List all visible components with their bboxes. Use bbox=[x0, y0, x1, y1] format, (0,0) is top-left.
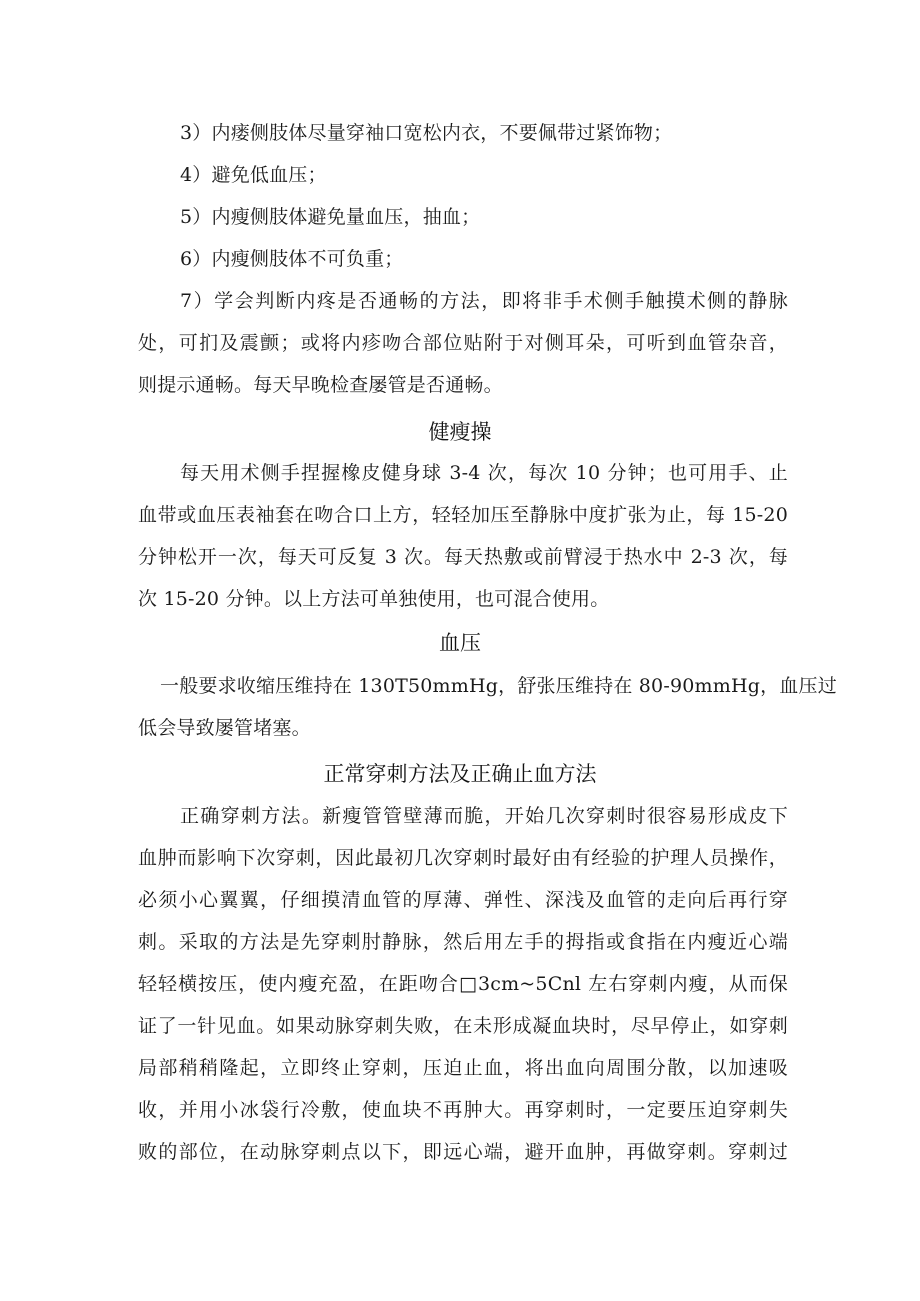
heading-exercise: 健瘦操 bbox=[428, 420, 492, 444]
puncture-line-6: 证了一针见血。如果动脉穿刺失败，在未形成凝血块时，尽早停止，如穿刺 bbox=[138, 1015, 788, 1037]
puncture-line-1: 正确穿刺方法。新瘦管管壁薄而脆，开始几次穿刺时很容易形成皮下 bbox=[180, 805, 788, 827]
puncture-line-2: 血肿而影响下次穿刺，因此最初几次穿刺时最好由有经验的护理人员操作， bbox=[138, 847, 788, 869]
puncture-line-3: 必须小心翼翼，仔细摸清血管的厚薄、弹性、深浅及血管的走向后再行穿 bbox=[138, 889, 788, 911]
list-item-4: 4）避免低血压； bbox=[180, 164, 327, 186]
list-item-5: 5）内瘦侧肢体避免量血压，抽血； bbox=[180, 206, 481, 228]
list-item-7-line-3: 则提示通畅。每天早晚检查屡管是否通畅。 bbox=[138, 374, 503, 396]
puncture-line-8: 收，并用小冰袋行冷敷，使血块不再肿大。再穿刺时，一定要压迫穿刺失 bbox=[138, 1099, 788, 1121]
exercise-line-2: 血带或血压表袖套在吻合口上方，轻轻加压至静脉中度扩张为止，每 15-20 bbox=[138, 504, 788, 526]
list-item-3: 3）内瘘侧肢体尽量穿袖口宽松内衣，不要佩带过紧饰物； bbox=[180, 122, 673, 144]
exercise-line-1: 每天用术侧手捏握橡皮健身球 3-4 次，每次 10 分钟；也可用手、止 bbox=[180, 462, 788, 484]
heading-blood-pressure: 血压 bbox=[439, 631, 481, 655]
exercise-line-4: 次 15-20 分钟。以上方法可单独使用，也可混合使用。 bbox=[138, 588, 610, 610]
puncture-line-7: 局部稍稍隆起，立即终止穿刺，压迫止血，将出血向周围分散，以加速吸 bbox=[138, 1057, 788, 1079]
list-item-6: 6）内瘦侧肢体不可负重； bbox=[180, 248, 404, 270]
puncture-line-5: 轻轻横按压，使内瘦充盈，在距吻合□3cm~5Cnl 左右穿刺内瘦，从而保 bbox=[138, 973, 788, 995]
bp-line-1: 一般要求收缩压维持在 130T50mmHg，舒张压维持在 80-90mmHg，血压过 bbox=[160, 675, 837, 697]
puncture-line-4: 刺。采取的方法是先穿刺肘静脉，然后用左手的拇指或食指在内瘦近心端 bbox=[138, 931, 788, 953]
list-item-7-line-2: 处，可扪及震颤；或将内疹吻合部位贴附于对侧耳朵，可听到血管杂音， bbox=[138, 332, 788, 354]
bp-line-2: 低会导致屡管堵塞。 bbox=[138, 717, 311, 739]
heading-puncture: 正常穿刺方法及正确止血方法 bbox=[323, 762, 597, 786]
list-item-7-line-1: 7）学会判断内疼是否通畅的方法，即将非手术侧手触摸术侧的静脉 bbox=[180, 290, 788, 312]
puncture-line-9: 败的部位，在动脉穿刺点以下，即远心端，避开血肿，再做穿刺。穿刺过 bbox=[138, 1141, 788, 1163]
exercise-line-3: 分钟松开一次，每天可反复 3 次。每天热敷或前臂浸于热水中 2-3 次，每 bbox=[138, 546, 788, 568]
